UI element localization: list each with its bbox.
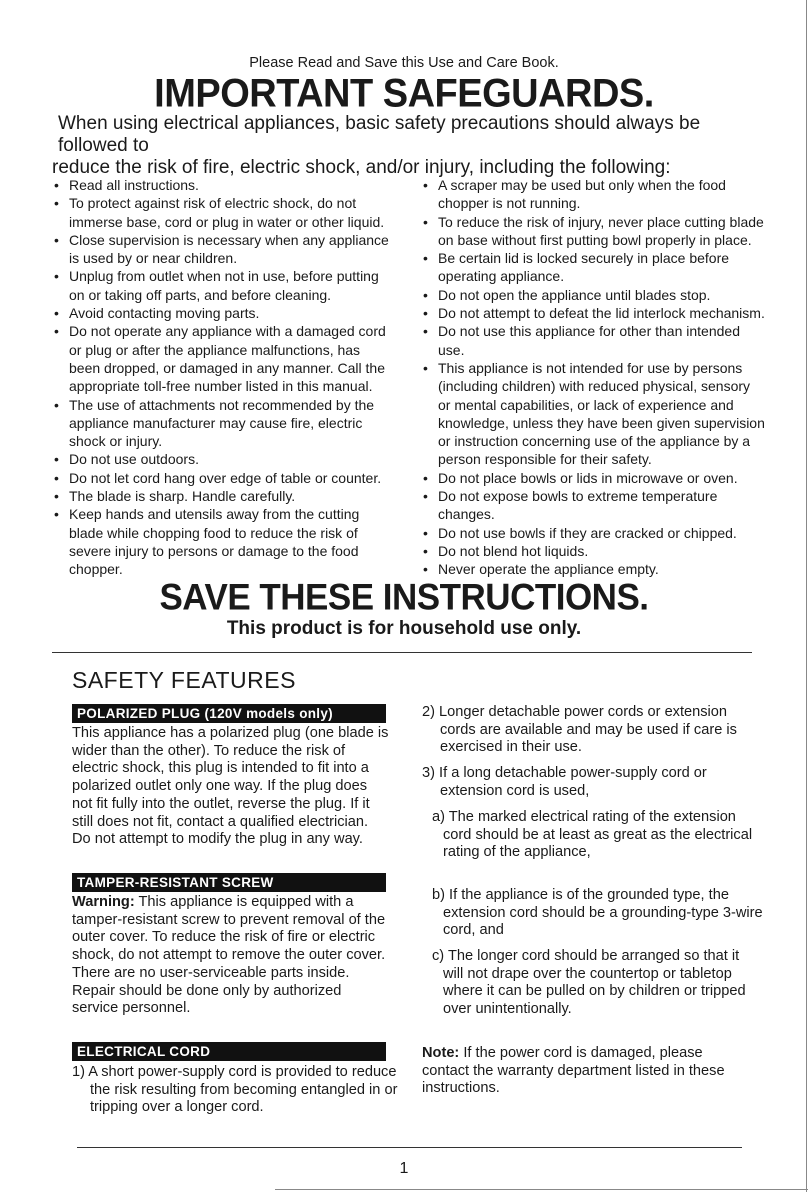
list-item: • Do not attempt to defeat the lid interlock mechanism. [421,304,766,322]
save-instructions-title: SAVE THESE INSTRUCTIONS. [159,577,649,618]
list-item: • Keep hands and utensils away from the cutting blade while chopping food to reduce the risk of severe injury to persons or damage to the food chopper. [52,505,392,578]
list-item: • Do not operate any appliance with a damaged cord or plug or after the appliance malfunctions, has been dropped, or damaged in any manner. Call the appropriate toll-free number listed in this manual. [52,322,392,395]
cord-note [422,1045,742,1098]
list-item: • Unplug from outlet when not in use, before putting on or taking off parts, and before cleaning. [52,267,392,304]
cord-item-2: 2) Longer detachable power cords or extension cords are available and may be used if care is exercised in their use. [422,704,737,756]
list-item: • Do not open the appliance until blades stop. [421,286,766,304]
list-item: • This appliance is not intended for use by persons (including children) with reduced physical, sensory or mental capabilities, or lack of experience and knowledge, unless they have been given supervision or instruction concerning use of the appliance by a person responsible for their safety. [421,359,766,469]
note-text: If the power cord is damaged, please contact the warranty department listed in these instructions. [422,1045,725,1097]
list-item: • A scraper may be used but only when the food chopper is not running. [421,176,766,213]
cord-item-3a: a) The marked electrical rating of the extension cord should be at least as great as the electrical rating of the appliance, [432,809,753,861]
page-number: 1 [399,1160,409,1177]
safeguards-list-left [52,176,392,579]
list-item: • Do not blend hot liquids. [421,542,766,560]
intro-line-2: reduce the risk of fire, electric shock, and/or injury, including the following: [52,157,671,178]
page-edge-bottom [275,1189,808,1190]
list-item: • Read all instructions. [52,176,392,194]
list-item: • Do not use bowls if they are cracked or chipped. [421,524,766,542]
list-item: • To reduce the risk of injury, never place cutting blade on base without first putting bowl properly in place. [421,213,766,250]
page-title: IMPORTANT SAFEGUARDS. [154,71,654,117]
safeguards-list-right [421,176,766,579]
warning-label: Warning: [72,894,135,910]
intro-line-1: When using electrical appliances, basic safety precautions should always be followed to [58,113,701,156]
list-item: • The use of attachments not recommended by the appliance manufacturer may cause fire, electric shock or injury. [52,396,392,451]
divider [52,652,752,653]
list-item: • The blade is sharp. Handle carefully. [52,487,392,505]
tamper-screw-text [72,894,390,1018]
list-item: • Be certain lid is locked securely in place before operating appliance. [421,249,766,286]
list-item: • Do not place bowls or lids in microwave or oven. [421,469,766,487]
cord-item-3b: b) If the appliance is of the grounded type, the extension cord should be a grounding-type 3-wire cord, and [432,887,763,939]
cord-item-3c: c) The longer cord should be arranged so that it will not drape over the countertop or tabletop where it can be pulled on by children or tripped over unintentionally. [432,948,746,1018]
list-item: • Avoid contacting moving parts. [52,304,392,322]
list-item: • Close supervision is necessary when any appliance is used by or near children. [52,231,392,268]
cord-item-1: 1) A short power-supply cord is provided to reduce the risk resulting from becoming entangled in or tripping over a longer cord. [72,1064,398,1116]
cord-item-3: 3) If a long detachable power-supply cord or extension cord is used, [422,765,707,799]
note-label: Note: [422,1045,460,1061]
safety-features-title: SAFETY FEATURES [72,667,296,693]
polarized-plug-heading: POLARIZED PLUG (120V models only) [72,704,386,723]
list-item: • Do not use outdoors. [52,450,392,468]
electrical-cord-heading: ELECTRICAL CORD [72,1042,386,1061]
footer-divider [77,1147,742,1148]
household-use-note: This product is for household use only. [226,618,582,639]
tamper-screw-heading: TAMPER-RESISTANT SCREW [72,873,386,892]
list-item: • To protect against risk of electric shock, do not immerse base, cord or plug in water or other liquid. [52,194,392,231]
list-item: • Do not use this appliance for other than intended use. [421,322,766,359]
intro-text [52,113,772,179]
list-item: • Do not expose bowls to extreme temperature changes. [421,487,766,524]
list-item: • Never operate the appliance empty. [421,560,766,578]
polarized-plug-text: This appliance has a polarized plug (one blade is wider than the other). To reduce the risk of electric shock, this plug is intended to fit into a polarized outlet only one way. If the plug does not fit fully into the outlet, reverse the plug. If it still does not fit, contact a qualified electrician. Do not attempt to modify the plug in any way. [72,725,389,848]
read-and-save-note: Please Read and Save this Use and Care Book. [249,55,559,71]
warning-text: This appliance is equipped with a tamper-resistant screw to prevent removal of the outer cover. To reduce the risk of fire or electric shock, do not attempt to remove the outer cover. There are no user-serviceable parts inside. Repair should be done only by authorized service personnel. [72,894,386,1017]
list-item: • Do not let cord hang over edge of table or counter. [52,469,392,487]
